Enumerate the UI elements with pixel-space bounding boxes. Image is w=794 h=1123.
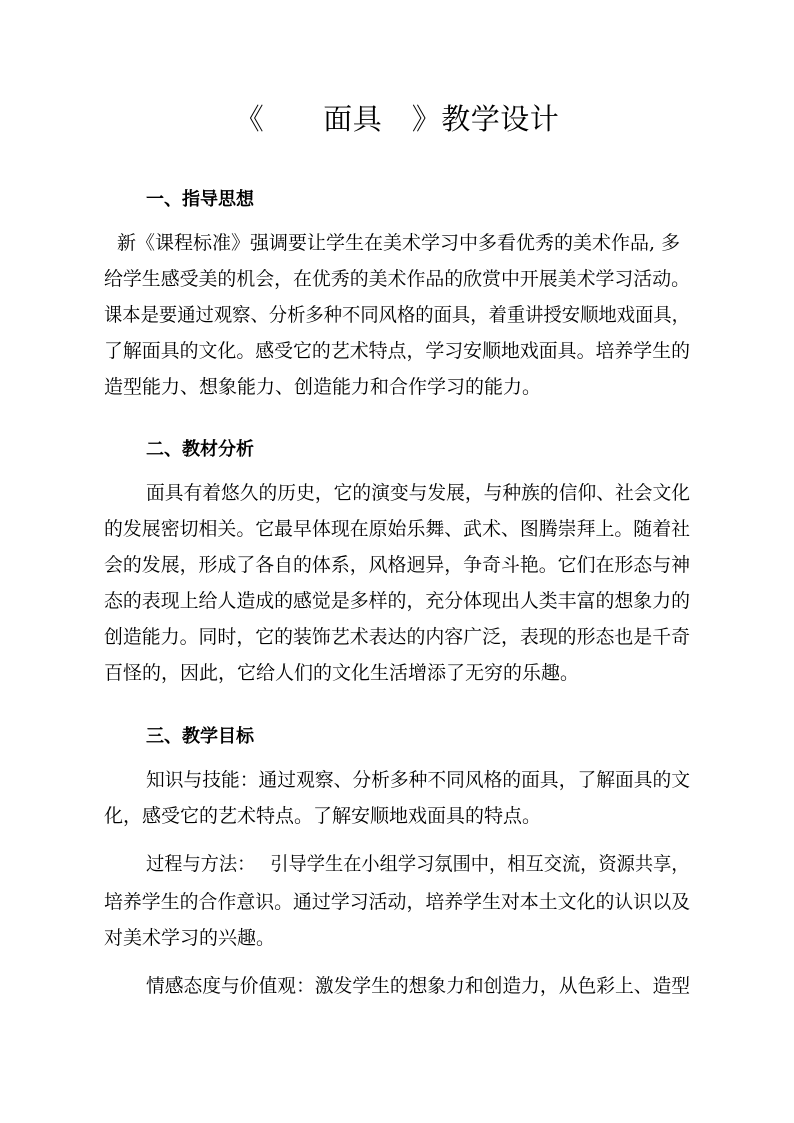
paragraph-line-text: 创造能力。同时，它的装饰艺术表达的内容广泛，表现的形态也是千奇 xyxy=(104,626,691,648)
paragraph-line xyxy=(0,765,794,795)
paragraph-line-text: 造型能力、想象能力、创造能力和合作学习的能力。 xyxy=(104,376,542,398)
paragraph-line-text: 知识与技能：通过观察、分析多种不同风格的面具，了解面具的文 xyxy=(146,769,691,791)
paragraph-line-text: 了解面具的文化。感受它的艺术特点，学习安顺地戏面具。培养学生的 xyxy=(104,340,691,362)
paragraph-line-text: 给学生感受美的机会，在优秀的美术作品的欣赏中开展美术学习活动。 xyxy=(104,268,691,290)
paragraph-line xyxy=(0,586,794,616)
paragraph-line-text: 的发展密切相关。它最早体现在原始乐舞、武术、图腾崇拜上。随着社 xyxy=(104,518,691,540)
section-heading-material-analysis: 二、教材分析 xyxy=(146,439,254,460)
paragraph-line xyxy=(0,478,794,508)
paragraph-line xyxy=(0,264,794,294)
paragraph-line-text: 情感态度与价值观：激发学生的想象力和创造力，从色彩上、造型 xyxy=(146,975,691,997)
paragraph-line xyxy=(0,228,794,258)
paragraph-line-text: 对美术学习的兴趣。 xyxy=(104,927,276,949)
paragraph-line xyxy=(0,550,794,580)
paragraph-line xyxy=(0,849,794,879)
section-heading-teaching-objectives: 三、教学目标 xyxy=(146,726,254,747)
paragraph-line-text: 课本是要通过观察、分析多种不同风格的面具，着重讲授安顺地戏面具， xyxy=(104,304,691,326)
paragraph-line-text: 态的表现上给人造成的感觉是多样的，充分体现出人类丰富的想象力的 xyxy=(104,590,691,612)
paragraph-line-text: 会的发展，形成了各自的体系，风格迥异，争奇斗艳。它们在形态与神 xyxy=(104,554,691,576)
paragraph-line xyxy=(0,801,794,831)
paragraph-line xyxy=(0,971,794,1001)
paragraph-line xyxy=(0,658,794,688)
paragraph-line-text: 新《课程标准》强调要让学生在美术学习中多看优秀的美术作品, 多 xyxy=(117,232,681,254)
paragraph-line xyxy=(0,300,794,330)
paragraph-line-text: 过程与方法： 引导学生在小组学习氛围中，相互交流，资源共享， xyxy=(146,853,690,875)
paragraph-line xyxy=(0,372,794,402)
paragraph-line xyxy=(0,336,794,366)
paragraph-line xyxy=(0,887,794,917)
paragraph-line-text: 培养学生的合作意识。通过学习活动，培养学生对本土文化的认识以及 xyxy=(104,891,691,913)
document-title: 《 面具 》教学设计 xyxy=(234,102,560,136)
section-heading-guiding-ideology: 一、指导思想 xyxy=(146,189,254,210)
paragraph-line-text: 百怪的，因此，它给人们的文化生活增添了无穷的乐趣。 xyxy=(104,662,580,684)
paragraph-line xyxy=(0,514,794,544)
paragraph-line-text: 化，感受它的艺术特点。了解安顺地戏面具的特点。 xyxy=(104,805,542,827)
paragraph-line-text: 面具有着悠久的历史，它的演变与发展，与种族的信仰、社会文化 xyxy=(146,482,691,504)
paragraph-line xyxy=(0,923,794,953)
paragraph-line xyxy=(0,622,794,652)
